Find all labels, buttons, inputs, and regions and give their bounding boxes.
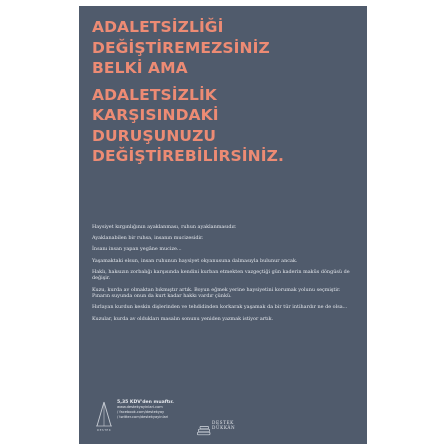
facebook-link[interactable]: / facebook.com/destekyay: [117, 410, 165, 414]
cover-footer: [79, 398, 367, 444]
blurb-paragraph: Yaşamaktaki elsun, insan ruhunun haysiyet okyanusuna dalmasıyla bulunur ancak.: [92, 257, 298, 264]
headline-line: KARŞISINDAKİ: [92, 106, 219, 124]
blurb-paragraph: Haklı, haksızın zorbalığı karşısında kendini kurban etmekten vazgeçtiği gün kaderin makûs döngüsü de değişir.: [92, 268, 350, 282]
book-stack-icon: [197, 421, 211, 431]
destek-logo-icon: [93, 400, 115, 434]
headline-line: DEĞİŞTİREBİLİRSİNİZ.: [92, 147, 284, 165]
price-and-links: [117, 400, 237, 420]
headline-line: BELKİ AMA: [92, 59, 188, 77]
blurb-paragraph: Kuzular, kurda av oldukları masalın sonunu yeniden yazmak istiyor artık.: [92, 315, 274, 322]
book-back-cover: [79, 6, 367, 444]
headline-line: ADALETSİZLİĞİ: [92, 18, 224, 36]
blurb-paragraph: Haysiyet kırgınlığının ayaklanması, ruhun ayaklanmasıdır.: [92, 224, 237, 230]
headline: [92, 17, 362, 167]
blurb-paragraph: Hırlayan kurdun keskin dişlerinden ve tehdidinden korkarak yaşamak da bir tür intihardır ne de olsa...: [92, 304, 348, 311]
headline-line: DURUŞUNUZU: [92, 126, 217, 145]
publisher-logo: [197, 420, 277, 434]
twitter-link[interactable]: / twitter.com/destekyayinlari: [117, 415, 169, 419]
blurb-paragraph: Kuzu, kurda av olmaktan bıkmıştır artık. Boyun eğmek yerine haysiyetini korumak yolunu seçmiştir. Pınarın suyunda onun da kurt kadar hakkı vardır çünkü.: [92, 286, 341, 300]
publisher-name: DESTEK DÜKKÂN: [212, 420, 236, 430]
price-label: 5,35 KDV'den muaftır.: [117, 400, 174, 405]
headline-line: ADALETSİZLİK: [92, 85, 217, 104]
headline-line: DEĞİŞTİREMEZSİNİZ: [92, 38, 270, 57]
blurb-paragraph: Ayaklanabilen bir ruhsa, insanın mucizesidir.: [92, 235, 204, 242]
blurb-text: [92, 224, 354, 327]
logo-wordmark: DESTEK: [96, 428, 112, 432]
website-link[interactable]: www.destekyayinlari.com: [117, 405, 163, 409]
blurb-paragraph: İnsanı insan yapan yegâne mucize...: [92, 246, 182, 253]
